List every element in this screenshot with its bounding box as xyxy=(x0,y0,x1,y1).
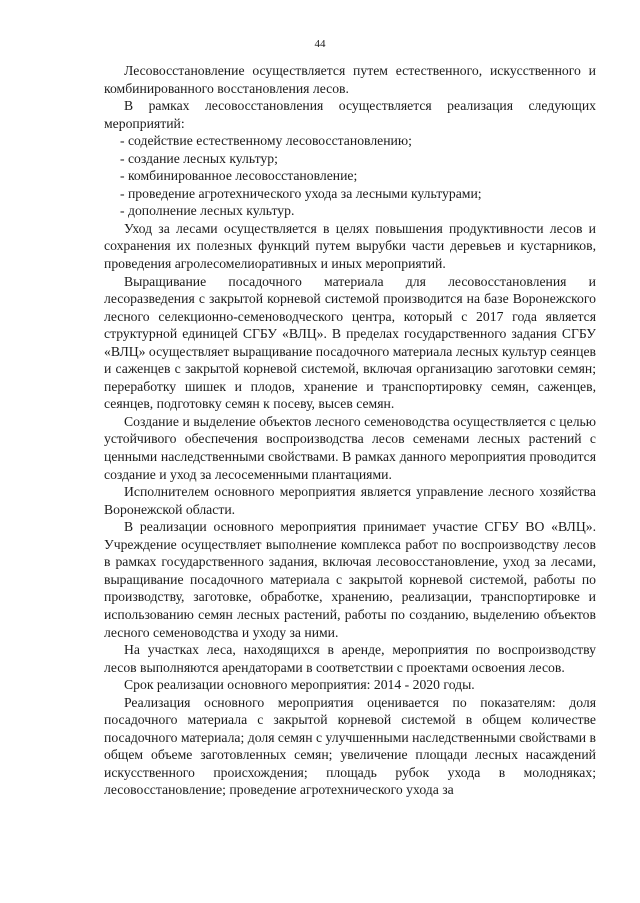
paragraph: Исполнителем основного мероприятия является управление лесного хозяйства Воронежской области. xyxy=(104,484,596,517)
paragraph: На участках леса, находящихся в аренде, мероприятия по воспроизводству лесов выполняются арендаторами в соответствии с проектами освоения лесов. xyxy=(104,642,596,675)
paragraph: В рамках лесовосстановления осуществляется реализация следующих мероприятий: xyxy=(104,98,596,131)
list-item: - комбинированное лесовосстановление; xyxy=(120,168,358,184)
paragraph: Реализация основного мероприятия оценивается по показателям: доля посадочного материала с закрытой корневой системой в общем количестве посадочного материала; доля семян с улучшенными наследственными свойствами в общем объеме заготовленных семян; увеличение площади лесных насаждений искусственного происхождения; площадь рубок ухода в молодняках; лесовосстановление; проведение агротехнического ухода за xyxy=(104,694,596,798)
paragraph: Уход за лесами осуществляется в целях повышения продуктивности лесов и сохранения их полезных функций путем вырубки части деревьев и кустарников, проведения агролесомелиоративных и иных мероприятий. xyxy=(104,220,596,272)
paragraph: Создание и выделение объектов лесного семеноводства осуществляется с целью устойчивого обеспечения воспроизводства лесов семенами лесных растений с ценными наследственными свойствами. В рамках данного мероприятия проводится создание и уход за лесосеменными плантациями. xyxy=(104,413,596,482)
paragraph: Срок реализации основного мероприятия: 2014 - 2020 годы. xyxy=(124,677,475,693)
paragraph: В реализации основного мероприятия принимает участие СГБУ ВО «ВЛЦ». Учреждение осуществляет выполнение комплекса работ по воспроизводству лесов в рамках государственного задания, включая лесовосстановление, уход за лесами, выращивание посадочного материала с закрытой корневой системой, работы по производству, заготовке, обработке, хранению, реализации, транспортировке и использованию семян лесных растений, работы по созданию, выделению объектов лесного семеноводства и уходу за ними. xyxy=(104,519,596,640)
list-item: - содействие естественному лесовосстановлению; xyxy=(120,133,412,149)
list-item: - дополнение лесных культур. xyxy=(120,203,295,219)
list-item: - проведение агротехнического ухода за лесными культурами; xyxy=(120,185,482,201)
body-text xyxy=(104,62,596,799)
list-item: - создание лесных культур; xyxy=(120,150,278,166)
paragraph: Выращивание посадочного материала для лесовосстановления и лесоразведения с закрытой корневой системой производится на базе Воронежского лесного селекционно-семеноводческого центра, который с 2017 года является структурной единицей СГБУ «ВЛЦ». В пределах государственного задания СГБУ «ВЛЦ» осуществляет выращивание посадочного материала лесных культур сеянцев и саженцев с закрытой корневой системой, включая организацию заготовки семян; переработку шишек и плодов, хранение и транспортировку семян, саженцев, сеянцев, подготовку семян к посеву, высев семян. xyxy=(104,273,596,412)
paragraph: Лесовосстановление осуществляется путем естественного, искусственного и комбинированного восстановления лесов. xyxy=(104,63,596,96)
page-number: 44 xyxy=(314,38,326,50)
